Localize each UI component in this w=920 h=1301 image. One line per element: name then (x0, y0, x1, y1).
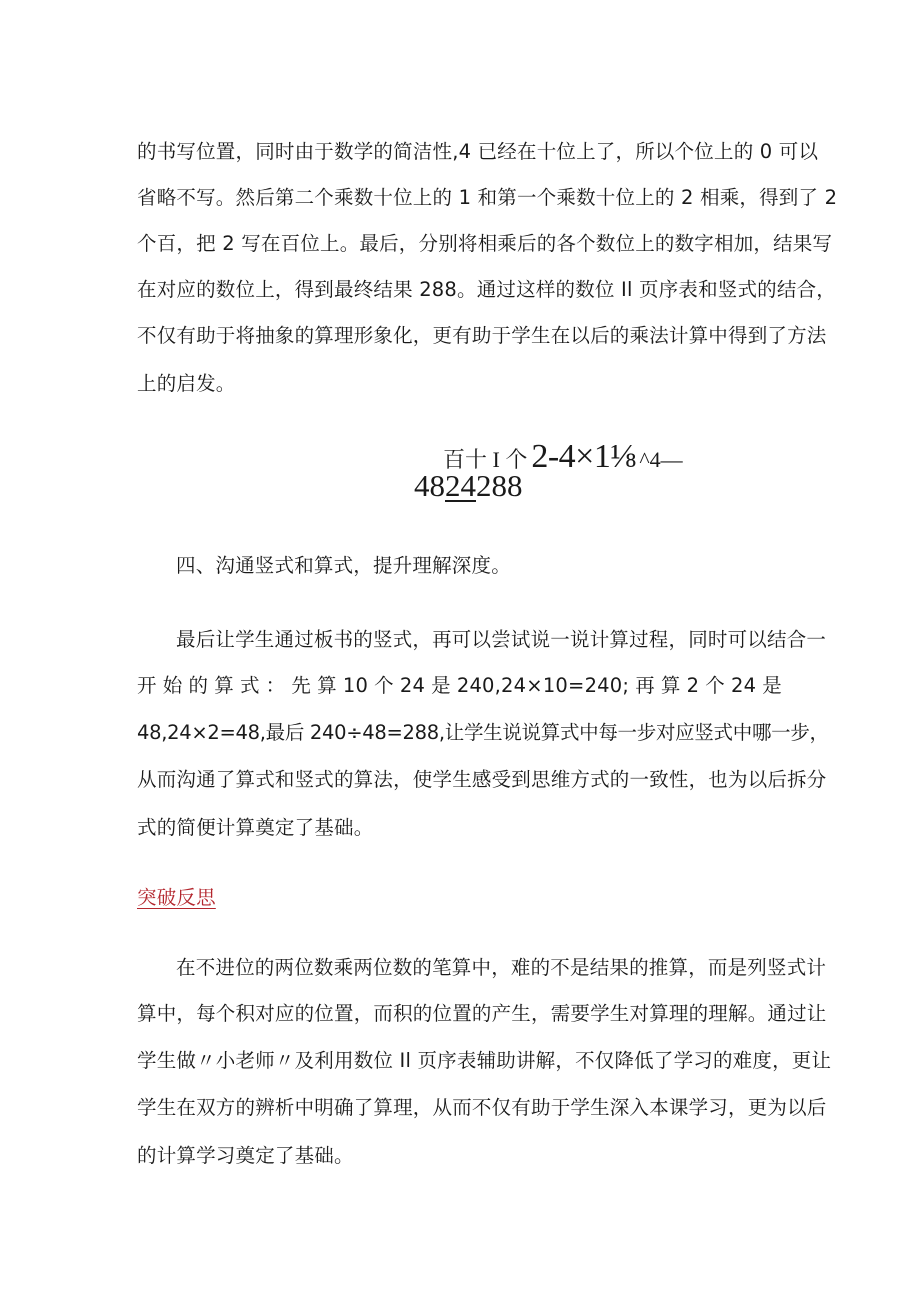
reflection-line-2: 算中，每个积对应的位置，而积的位置的产生，需要学生对算理的理解。通过让 (137, 1002, 827, 1025)
result-suffix: 288 (476, 468, 523, 503)
reflection-line-5: 的计算学习奠定了基础。 (137, 1144, 354, 1167)
paragraph2-line-2-token: 算 (660, 674, 681, 697)
paragraph2-line-2-token: 个 (705, 674, 725, 697)
paragraph2-line-2-token: 的 (188, 674, 209, 697)
reflection-line-1: 在不进位的两位数乘两位数的笔算中，难的不是结果的推算，而是列竖式计 (176, 956, 827, 979)
paragraph1-line-5: 不仅有助于将抽象的算理形象化，更有助于学生在以后的乘法计算中得到了方法 (137, 324, 827, 347)
reflection-line-4: 学生在双方的辨析中明确了算理，从而不仅有助于学生深入本课学习，更为以后 (137, 1096, 827, 1119)
reflection-heading: 突破反思 (137, 886, 216, 909)
paragraph1-line-3: 个百，把 2 写在百位上。最后，分别将相乘后的各个数位上的数字相加，结果写 (137, 232, 833, 255)
paragraph2-line-1: 最后让学生通过板书的竖式，再可以尝试说一说计算过程，同时可以结合一 (176, 628, 827, 651)
paragraph2-line-2-token: 是 (762, 674, 782, 697)
paragraph2-line-3: 48,24×2=48,最后 240÷48=288,让学生说说算式中每一步对应竖式中哪一步， (137, 721, 829, 744)
paragraph2-line-2-token: 个 (374, 674, 394, 697)
paragraph2-line-2-token: 240,24×10=240; (456, 674, 630, 697)
place-value-labels: 百十 I 个 (443, 447, 528, 472)
paragraph1-line-4: 在对应的数位上，得到最终结果 288。通过这样的数位 Il 页序表和竖式的结合， (137, 278, 836, 301)
paragraph2-line-4: 从而沟通了算式和竖式的算法，使学生感受到思维方式的一致性，也为以后拆分 (137, 768, 827, 791)
paragraph2-line-2-token: 先 (291, 674, 312, 697)
paragraph2-line-2-token: 再 (635, 674, 655, 697)
math-figure-result (414, 468, 523, 504)
paragraph2-line-2-token: 算 (214, 674, 234, 697)
paragraph2-line-2-token: 算 (317, 674, 337, 697)
math-expression-tail: ^4— (639, 447, 683, 472)
paragraph2-line-5: 式的简便计算奠定了基础。 (137, 816, 374, 839)
result-prefix: 48 (414, 468, 445, 503)
math-expression: 2-4×1⅛ (531, 438, 636, 475)
paragraph1-line-6: 上的启发。 (137, 372, 236, 395)
paragraph2-line-2-token: 24 (399, 674, 426, 697)
paragraph2-line-2-token: 24 (731, 674, 757, 697)
paragraph2-line-2-token: 始 (162, 674, 183, 697)
paragraph2-line-2-token: 开 (137, 674, 157, 697)
paragraph1-line-1: 的书写位置，同时由于数学的简洁性,4 已经在十位上了，所以个位上的 0 可以 (137, 140, 819, 163)
paragraph2-line-2-token: 是 (431, 674, 451, 697)
result-underlined: 24 (445, 468, 476, 503)
reflection-line-3: 学生做〃小老师〃及利用数位 Il 页序表辅助讲解，不仅降低了学习的难度，更让 (137, 1049, 832, 1072)
paragraph2-line-2-token: 2 (686, 674, 700, 697)
paragraph2-line-2 (137, 672, 782, 700)
paragraph2-line-2-token: ： (265, 674, 286, 697)
paragraph2-line-2-token: 式 (239, 674, 260, 697)
paragraph1-line-2: 省略不写。然后第二个乘数十位上的 1 和第一个乘数十位上的 2 相乘，得到了 2 (137, 186, 838, 209)
section-heading: 四、沟通竖式和算式，提升理解深度。 (176, 554, 511, 577)
paragraph2-line-2-token: 10 (342, 674, 369, 697)
